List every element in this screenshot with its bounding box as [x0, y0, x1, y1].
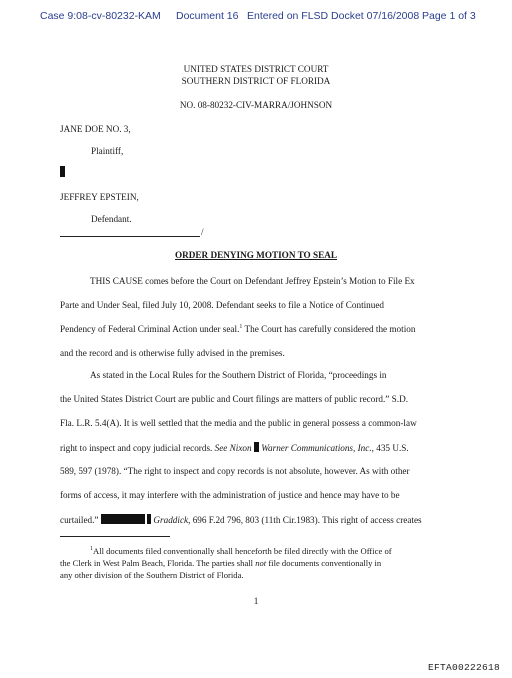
case-number-header: Case 9:08-cv-80232-KAM — [40, 10, 161, 22]
body-text-segment: , 696 F.2d 796, 803 (11th Cir.1983). This right of access creates — [188, 515, 422, 525]
citation-italic: Graddick — [153, 515, 189, 525]
citation-italic: See Nixon — [214, 443, 252, 453]
footnote-marker: 1 — [90, 546, 93, 553]
court-name: UNITED STATES DISTRICT COURT — [183, 64, 329, 74]
caption-rule-end: / — [201, 227, 204, 237]
case-number: NO. 08-80232-CIV-MARRA/JOHNSON — [179, 100, 333, 110]
page-number: 1 — [253, 596, 259, 606]
page-count-header: Page 1 of 3 — [422, 10, 476, 22]
body-text-segment: , 435 U.S. — [371, 443, 409, 453]
body-text — [60, 324, 456, 334]
footnote-reference: 1 — [239, 324, 243, 330]
court-district: SOUTHERN DISTRICT OF FLORIDA — [181, 76, 331, 86]
footnote-segment: All documents filed conventionally shall henceforth be filed directly with the Office of — [93, 546, 392, 556]
body-text: 589, 597 (1978). “The right to inspect and copy records is not absolute, however. As with other — [60, 466, 410, 476]
defendant-name: JEFFREY EPSTEIN, — [60, 192, 139, 202]
footnote-segment: the Clerk in West Palm Beach, Florida. The parties shall — [60, 558, 256, 568]
redaction-block — [101, 514, 145, 524]
citation-italic: Warner Communications, Inc. — [261, 443, 372, 453]
footnote-text — [60, 546, 456, 556]
body-text-segment: Pendency of Federal Criminal Action under seal. — [60, 324, 240, 335]
docket-entry-header: Entered on FLSD Docket 07/16/2008 — [247, 10, 420, 22]
body-text-segment: right to inspect and copy judicial records. — [60, 443, 215, 453]
redaction-mark — [147, 514, 151, 524]
plaintiff-role: Plaintiff, — [91, 146, 124, 156]
footnote-italic: not — [255, 558, 267, 568]
document-number-header: Document 16 — [176, 10, 239, 22]
footnote-text — [60, 558, 456, 568]
body-text: As stated in the Local Rules for the Southern District of Florida, “proceedings in — [90, 370, 387, 380]
body-text: the United States District Court are public and Court filings are matters of public record.” S.D. — [60, 394, 409, 404]
caption-rule — [60, 236, 200, 237]
body-text: Parte and Under Seal, filed July 10, 2008. Defendant seeks to file a Notice of Continued — [60, 300, 385, 310]
redaction-mark — [254, 442, 259, 452]
body-text-segment: The Court has carefully considered the motion — [242, 324, 416, 335]
footnote-segment: file documents conventionally in — [266, 558, 382, 568]
body-text — [60, 442, 456, 453]
order-title: ORDER DENYING MOTION TO SEAL — [174, 250, 337, 260]
defendant-role: Defendant. — [91, 214, 132, 224]
docket-header — [0, 10, 512, 24]
plaintiff-name: JANE DOE NO. 3, — [60, 124, 131, 134]
footnote-rule — [60, 536, 170, 537]
footnote-text: any other division of the Southern District of Florida. — [60, 570, 244, 580]
body-text: forms of access, it may interfere with the administration of justice and hence may have to be — [60, 490, 400, 500]
bates-number: EFTA00222618 — [427, 662, 500, 673]
body-text: and the record and is otherwise fully advised in the premises. — [60, 348, 285, 358]
redaction-mark — [60, 166, 65, 177]
body-text: THIS CAUSE comes before the Court on Defendant Jeffrey Epstein’s Motion to File Ex — [90, 276, 415, 286]
body-text — [60, 514, 456, 525]
body-text-segment: curtailed.” — [60, 515, 101, 525]
body-text: Fla. L.R. 5.4(A). It is well settled that the media and the public in general possess a common-law — [60, 418, 417, 428]
